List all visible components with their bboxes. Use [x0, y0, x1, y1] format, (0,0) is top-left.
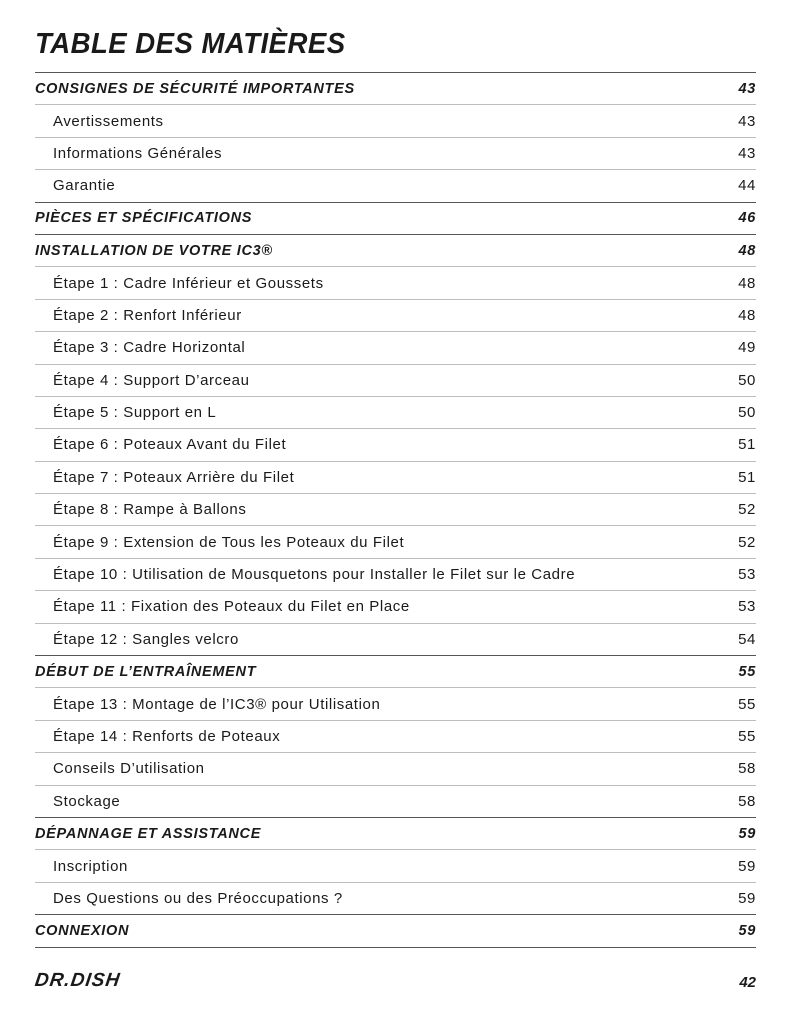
- toc-entry-label: Étape 9 : Extension de Tous les Poteaux du Filet: [53, 533, 405, 551]
- toc-entry-label: CONNEXION: [35, 922, 130, 939]
- toc-entry-label: Étape 10 : Utilisation de Mousquetons pour Installer le Filet sur le Cadre: [53, 566, 576, 584]
- toc-entry-label: Inscription: [53, 857, 128, 875]
- toc-section-row[interactable]: [35, 817, 756, 849]
- toc-entry-page: 53: [738, 566, 756, 584]
- toc-entry-page: 59: [738, 857, 756, 875]
- toc-section-row[interactable]: [35, 234, 756, 266]
- toc-entry-page: 53: [738, 598, 756, 616]
- toc-entry-row[interactable]: [35, 428, 756, 460]
- toc-bottom-rule: [35, 947, 756, 948]
- toc-entry-row[interactable]: [35, 590, 756, 622]
- toc-entry-page: 43: [738, 144, 756, 162]
- toc-entry-page: 55: [738, 728, 756, 745]
- toc-entry-row[interactable]: [35, 720, 756, 752]
- toc-entry-row[interactable]: [35, 331, 756, 363]
- toc-entry-page: 50: [738, 404, 756, 422]
- toc-entry-page: 44: [738, 177, 756, 195]
- toc-entry-page: 51: [738, 436, 756, 454]
- toc-entry-row[interactable]: [35, 169, 756, 201]
- toc-entry-row[interactable]: [35, 364, 756, 396]
- toc-entry-page: 58: [738, 792, 756, 810]
- toc-entry-label: PIÈCES ET SPÉCIFICATIONS: [35, 210, 253, 227]
- toc-entry-label: Conseils D’utilisation: [53, 760, 205, 778]
- toc-entry-page: 59: [738, 889, 756, 907]
- toc-entry-row[interactable]: [35, 299, 756, 331]
- toc-entry-page: 55: [738, 663, 756, 680]
- brand-logo: DR.DISH: [33, 970, 122, 991]
- toc-entry-page: 48: [738, 274, 756, 292]
- page-number: 42: [739, 974, 756, 991]
- toc-entry-row[interactable]: [35, 266, 756, 298]
- toc-entry-row[interactable]: [35, 849, 756, 881]
- toc-entry-page: 43: [738, 80, 756, 97]
- toc-entry-row[interactable]: [35, 461, 756, 493]
- toc-entry-page: 46: [738, 210, 756, 227]
- toc-entry-label: Étape 2 : Renfort Inférieur: [53, 306, 242, 324]
- toc-entry-row[interactable]: [35, 137, 756, 169]
- toc-entry-label: Étape 7 : Poteaux Arrière du Filet: [53, 468, 295, 486]
- toc-entry-page: 48: [738, 242, 756, 259]
- toc-entry-page: 52: [738, 501, 756, 519]
- toc-entry-page: 54: [738, 630, 756, 648]
- toc-section-row[interactable]: [35, 914, 756, 946]
- toc-entry-row[interactable]: [35, 493, 756, 525]
- toc-entry-label: Garantie: [53, 177, 116, 195]
- toc-entry-label: Étape 12 : Sangles velcro: [53, 630, 239, 648]
- toc-entry-label: Étape 5 : Support en L: [53, 404, 217, 422]
- toc-section-row[interactable]: [35, 72, 756, 104]
- toc-entry-label: Étape 3 : Cadre Horizontal: [53, 339, 246, 357]
- toc-entry-label: Étape 6 : Poteaux Avant du Filet: [53, 436, 287, 454]
- toc-entry-row[interactable]: [35, 687, 756, 719]
- toc-entry-row[interactable]: [35, 623, 756, 655]
- table-of-contents: [35, 72, 756, 948]
- toc-entry-row[interactable]: [35, 882, 756, 914]
- toc-entry-row[interactable]: [35, 104, 756, 136]
- toc-entry-page: 58: [738, 760, 756, 778]
- toc-entry-label: Étape 13 : Montage de l’IC3® pour Utilisation: [53, 695, 381, 713]
- toc-entry-label: Étape 1 : Cadre Inférieur et Goussets: [53, 274, 324, 292]
- toc-entry-label: DÉBUT DE L’ENTRAÎNEMENT: [35, 663, 257, 680]
- toc-entry-page: 52: [738, 533, 756, 551]
- toc-entry-page: 51: [738, 468, 756, 486]
- toc-entry-page: 55: [738, 695, 756, 713]
- toc-entry-label: Étape 11 : Fixation des Poteaux du Filet en Place: [53, 598, 410, 616]
- toc-entry-label: Étape 14 : Renforts de Poteaux: [53, 728, 281, 745]
- toc-entry-label: Des Questions ou des Préoccupations ?: [53, 889, 343, 907]
- toc-entry-page: 59: [738, 825, 756, 842]
- toc-entry-label: Informations Générales: [53, 144, 223, 162]
- toc-entry-page: 49: [738, 339, 756, 357]
- toc-entry-row[interactable]: [35, 525, 756, 557]
- page-title: TABLE DES MATIÈRES: [35, 28, 346, 60]
- toc-entry-row[interactable]: [35, 396, 756, 428]
- toc-entry-label: Stockage: [53, 792, 121, 810]
- toc-entry-page: 48: [738, 306, 756, 324]
- toc-entry-page: 59: [738, 922, 756, 939]
- toc-section-row[interactable]: [35, 202, 756, 234]
- toc-entry-label: Avertissements: [53, 112, 164, 130]
- toc-entry-label: Étape 4 : Support D’arceau: [53, 371, 250, 389]
- toc-section-row[interactable]: [35, 655, 756, 687]
- toc-entry-row[interactable]: [35, 752, 756, 784]
- toc-entry-row[interactable]: [35, 558, 756, 590]
- toc-entry-label: CONSIGNES DE SÉCURITÉ IMPORTANTES: [35, 80, 355, 97]
- toc-entry-label: INSTALLATION DE VOTRE IC3®: [35, 242, 273, 259]
- toc-entry-label: Étape 8 : Rampe à Ballons: [53, 501, 247, 519]
- toc-entry-page: 43: [738, 112, 756, 130]
- toc-entry-label: DÉPANNAGE ET ASSISTANCE: [35, 825, 262, 842]
- toc-entry-row[interactable]: [35, 785, 756, 817]
- toc-entry-page: 50: [738, 371, 756, 389]
